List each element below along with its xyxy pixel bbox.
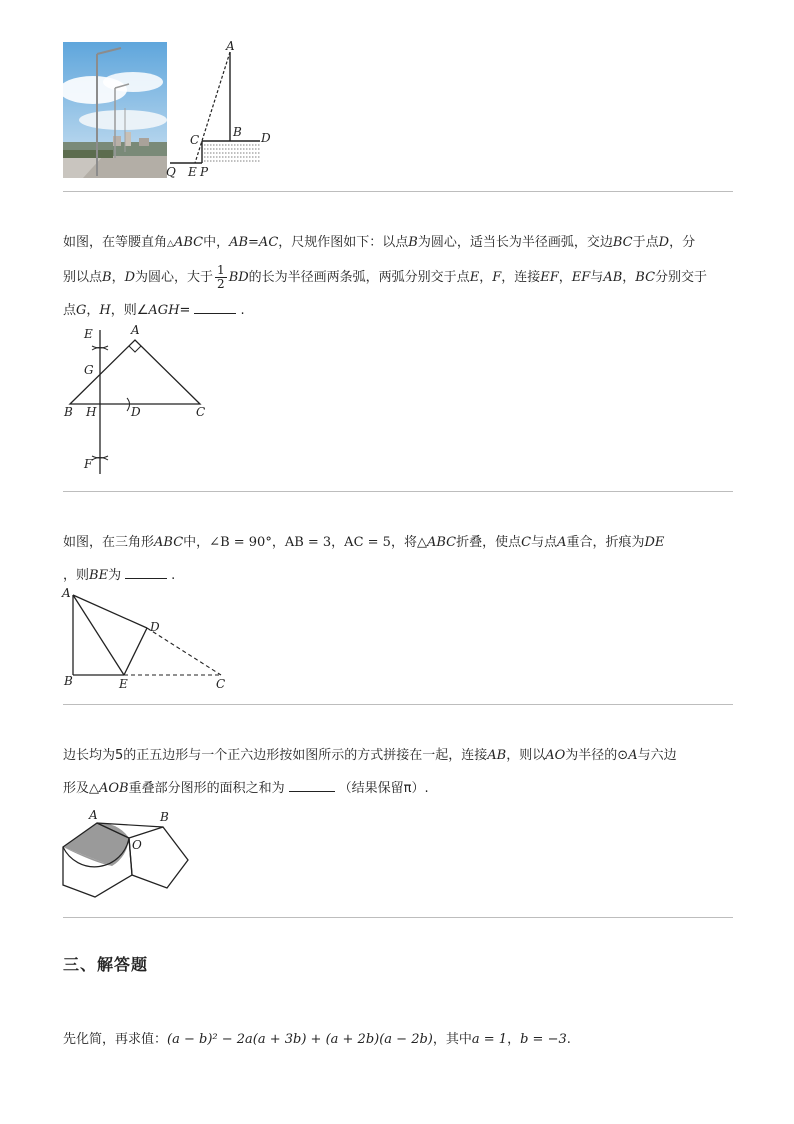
label-H: H xyxy=(86,405,97,419)
label-A: A xyxy=(226,39,235,53)
question-2-text: 如图，在三角形ABC中，∠B = 90°，AB = 3，AC = 5，将△ABC折叠，使点C与点A重合，折痕为DE ，则BE为 . xyxy=(63,535,665,583)
answer-blank xyxy=(289,779,335,792)
label-D: D xyxy=(131,405,141,419)
answer-blank xyxy=(125,566,167,579)
label-E: E xyxy=(84,327,93,341)
label-B: B xyxy=(160,810,169,824)
street-lamp-photo xyxy=(63,42,167,178)
label-B: B xyxy=(233,125,242,139)
question-3-text: 边长均为5的正五边形与一个正六边形按如图所示的方式拼接在一起，连接AB，则以AO为半径的⊙A与六边 形及△AOB重叠部分图形的面积之和为 （结果保留π）. xyxy=(63,748,677,796)
question-4-text: 先化简，再求值：(a − b)² − 2a(a + 3b) + (a + 2b)(a − 2b)，其中a = 1，b = −3. xyxy=(63,1032,571,1047)
label-G: G xyxy=(84,363,94,377)
label-F: F xyxy=(84,457,93,471)
label-O: O xyxy=(132,838,142,852)
section-title: 三、解答题 xyxy=(63,955,149,974)
label-D: D xyxy=(150,620,160,634)
label-A: A xyxy=(89,808,98,822)
pentagon-hexagon-figure xyxy=(55,805,205,905)
label-D: D xyxy=(261,131,271,145)
label-P: P xyxy=(200,165,209,179)
label-C: C xyxy=(216,677,226,691)
divider xyxy=(63,491,733,492)
divider xyxy=(63,917,733,918)
label-B: B xyxy=(64,405,73,419)
label-C: C xyxy=(190,133,200,147)
label-E: E xyxy=(188,165,197,179)
folded-triangle-figure xyxy=(58,585,238,695)
answer-blank xyxy=(194,301,236,314)
fraction-one-half: $\frac{1}{2}$ xyxy=(217,263,225,291)
isosceles-right-triangle-figure xyxy=(60,320,220,480)
label-C: C xyxy=(196,405,206,419)
lamp-shadow-diagram xyxy=(160,36,280,181)
divider xyxy=(63,704,733,705)
label-E: E xyxy=(119,677,128,691)
question-1-text: 如图，在等腰直角△ABC中，AB=AC，尺规作图如下：以点B为圆心，适当长为半径画弧，交边BC于点D，分 别以点B，D为圆心，大于 $\frac{1}{2}$ BD的长为半径画两条弧，两弧分别交于点E，F，连接EF，EF与AB，BC分别交于 点G，H，则∠AGH= . xyxy=(63,235,708,318)
label-A: A xyxy=(62,586,71,600)
label-Q: Q xyxy=(166,165,176,179)
divider xyxy=(63,191,733,192)
label-A: A xyxy=(131,323,140,337)
label-B: B xyxy=(64,674,73,688)
